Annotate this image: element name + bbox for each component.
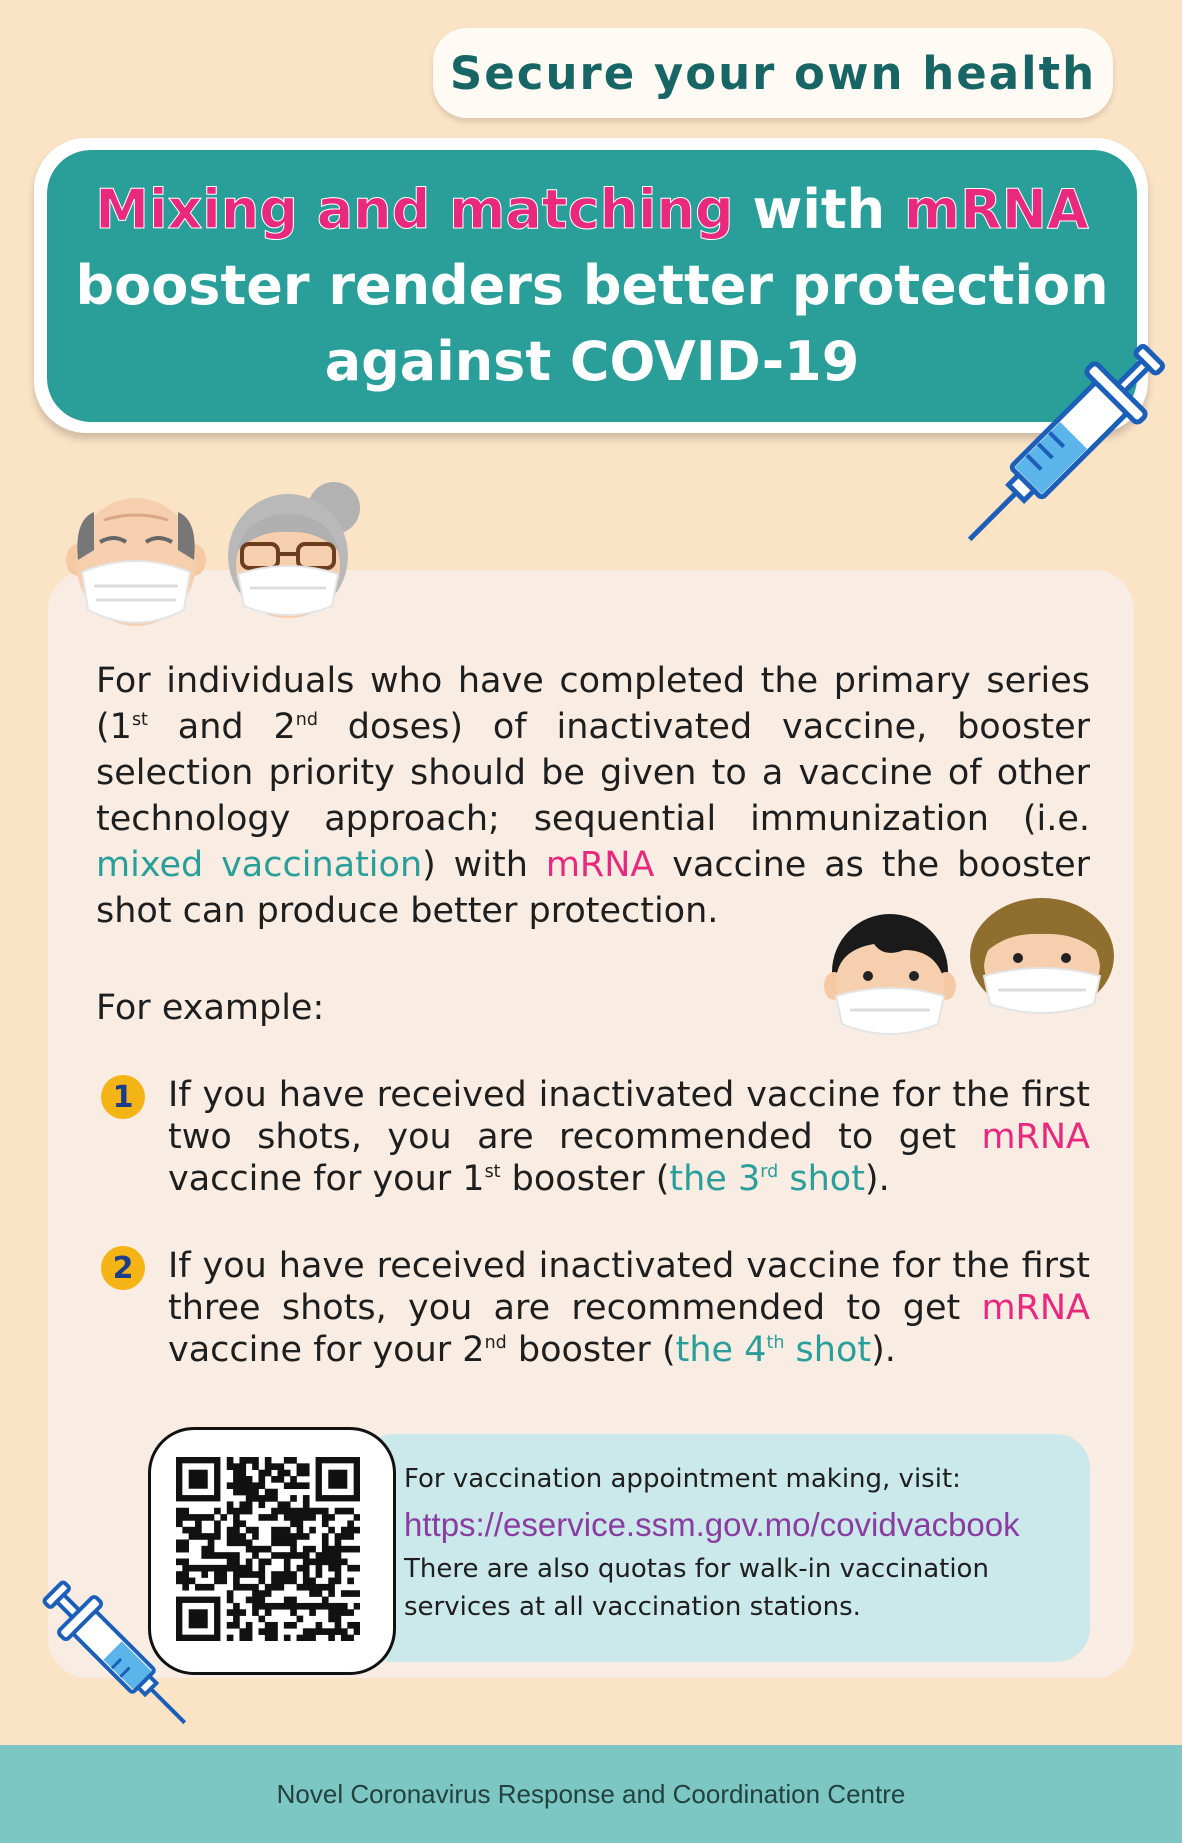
appointment-text <box>404 1460 1084 1626</box>
step-number-badge: 2 <box>101 1246 145 1290</box>
headline-line-3: against COVID-19 <box>324 330 860 393</box>
headline-pink-text: mRNA <box>903 178 1089 241</box>
footer-text: Novel Coronavirus Response and Coordination Centre <box>276 1778 906 1809</box>
headline-line-2: booster renders better protection <box>75 254 1109 317</box>
headline-pink-text: Mixing and matching <box>95 178 734 241</box>
girl-icon <box>968 896 1118 1020</box>
booking-link[interactable]: https://eservice.ssm.gov.mo/covidvacbook <box>404 1506 1020 1543</box>
elderly-woman-icon <box>218 474 368 622</box>
step-number-badge: 1 <box>101 1075 145 1119</box>
footer <box>0 1745 1182 1843</box>
syringe-icon <box>34 1570 194 1735</box>
headline-text: with <box>752 178 886 241</box>
headline-line-1 <box>95 172 1089 248</box>
example-label: For example: <box>96 988 325 1028</box>
intro-paragraph: For individuals who have completed the primary series (1st and 2nd doses) of inactivated vaccine, booster selection priority should be given to a vaccine of other technology approach; sequential immunization (i.e. mixed vaccination) with mRNA vaccine as the booster shot can produce better protection. <box>96 661 1091 931</box>
tagline-badge <box>433 28 1113 118</box>
recommendation-item-1: If you have received inactivated vaccine for the first two shots, you are recommended to get mRNA vaccine for your 1st booster (the 3rd shot). <box>168 1075 1090 1199</box>
elderly-man-icon <box>64 490 210 630</box>
walk-in-note: There are also quotas for walk-in vaccination services at all vaccination stations. <box>404 1554 989 1622</box>
appointment-lead: For vaccination appointment making, visit: <box>404 1464 961 1494</box>
boy-icon <box>824 910 958 1040</box>
tagline-text: Secure your own health <box>449 46 1097 100</box>
recommendation-item-2: If you have received inactivated vaccine for the first three shots, you are recommended to get mRNA vaccine for your 2nd booster (the 4th shot). <box>168 1246 1090 1370</box>
mixed-vaccination-term: mixed vaccination <box>96 845 423 885</box>
syringe-icon <box>948 326 1178 566</box>
mrna-term: mRNA <box>545 845 655 885</box>
qr-code[interactable] <box>176 1457 360 1641</box>
